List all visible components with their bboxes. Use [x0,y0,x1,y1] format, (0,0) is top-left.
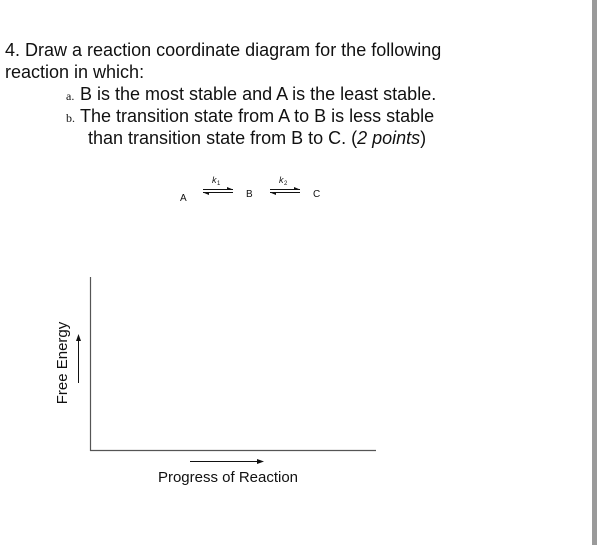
species-b: B [246,189,253,200]
points-label: 2 points [357,128,421,148]
x-axis-label: Progress of Reaction [157,469,299,486]
item-a-text: B is the most stable and A is the least stable. [80,84,437,104]
k1-subscript: 1 [217,181,221,187]
x-axis-arrow-icon [190,459,264,464]
reaction-scheme [180,175,320,204]
k2-subscript: 2 [284,181,288,187]
y-axis-label: Free Energy [54,321,71,405]
equilibrium-arrow-a-b [203,187,233,195]
item-b-marker: b. [66,111,75,125]
species-c: C [313,189,321,200]
k2-letter: k [279,175,284,185]
equilibrium-arrow-b-c [270,187,300,195]
question-text-1: Draw a reaction coordinate diagram for the following [25,40,442,60]
question-line-2: reaction in which: [5,62,145,82]
diagram-axes [90,277,376,451]
item-b-cont-suffix: ) [420,128,427,148]
k1-letter: k [212,175,217,185]
item-b-cont-prefix: than transition state from B to C. ( [88,128,358,148]
y-axis-arrow-icon [76,334,81,383]
question-number: 4. [5,40,21,60]
item-b-text: The transition state from A to B is less stable [80,106,435,126]
item-a-marker: a. [66,89,75,103]
species-a: A [180,193,187,204]
